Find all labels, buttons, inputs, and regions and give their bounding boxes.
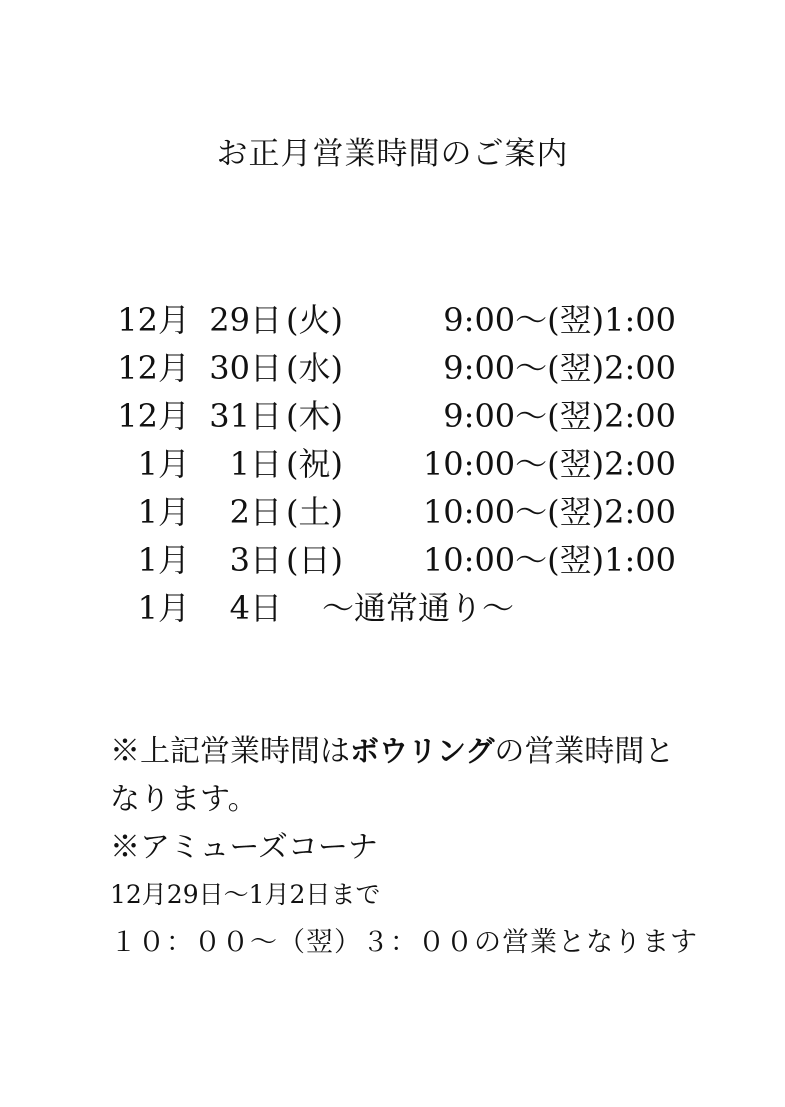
notes-section	[110, 727, 710, 968]
schedule-day: 31日	[209, 397, 282, 435]
schedule-month: 12月	[117, 301, 190, 339]
amusement-dates: 12月29日～1月2日まで	[110, 880, 381, 909]
schedule-weekday: (土)	[286, 493, 343, 531]
schedule-hours: 9:00～(翌)2:00	[443, 349, 676, 387]
schedule-weekday: (祝)	[286, 445, 343, 483]
schedule-month: 1月	[137, 541, 190, 579]
bowling-note-suffix: の営業時間と	[494, 734, 675, 769]
schedule-month: 12月	[117, 349, 190, 387]
schedule-day: 4日	[229, 589, 282, 627]
schedule-list	[110, 296, 710, 632]
schedule-hours: 9:00～(翌)1:00	[443, 301, 676, 339]
schedule-day: 2日	[229, 493, 282, 531]
schedule-hours: 10:00～(翌)2:00	[422, 445, 676, 483]
regular-hours-note: ～通常通り～	[322, 589, 515, 627]
schedule-month: 1月	[137, 493, 190, 531]
page-title: お正月営業時間のご案内	[216, 136, 569, 172]
amusement-heading: ※アミューズコーナ	[110, 830, 378, 865]
schedule-month: 1月	[137, 445, 190, 483]
schedule-row	[110, 488, 710, 536]
schedule-weekday: (火)	[286, 301, 343, 339]
schedule-month: 12月	[117, 397, 190, 435]
schedule-row-regular	[110, 584, 710, 632]
bowling-note-continued: なります。	[110, 782, 258, 817]
amusement-hours: １０：００～（翌）３：００の営業となります	[110, 927, 698, 958]
schedule-day: 1日	[229, 445, 282, 483]
schedule-day: 30日	[209, 349, 282, 387]
schedule-hours: 10:00～(翌)1:00	[422, 541, 676, 579]
schedule-row	[110, 296, 710, 344]
schedule-day: 29日	[209, 301, 282, 339]
schedule-row	[110, 392, 710, 440]
schedule-weekday: (木)	[286, 397, 343, 435]
schedule-row	[110, 344, 710, 392]
schedule-month: 1月	[137, 589, 190, 627]
schedule-hours: 9:00～(翌)2:00	[443, 397, 676, 435]
bowling-note	[110, 727, 710, 776]
schedule-hours: 10:00～(翌)2:00	[422, 493, 676, 531]
schedule-weekday: (水)	[286, 349, 343, 387]
bowling-note-prefix: ※上記営業時間は	[110, 734, 350, 769]
schedule-row	[110, 440, 710, 488]
schedule-weekday: (日)	[286, 541, 343, 579]
schedule-day: 3日	[229, 541, 282, 579]
bowling-word: ボウリング	[350, 734, 495, 768]
schedule-row	[110, 536, 710, 584]
